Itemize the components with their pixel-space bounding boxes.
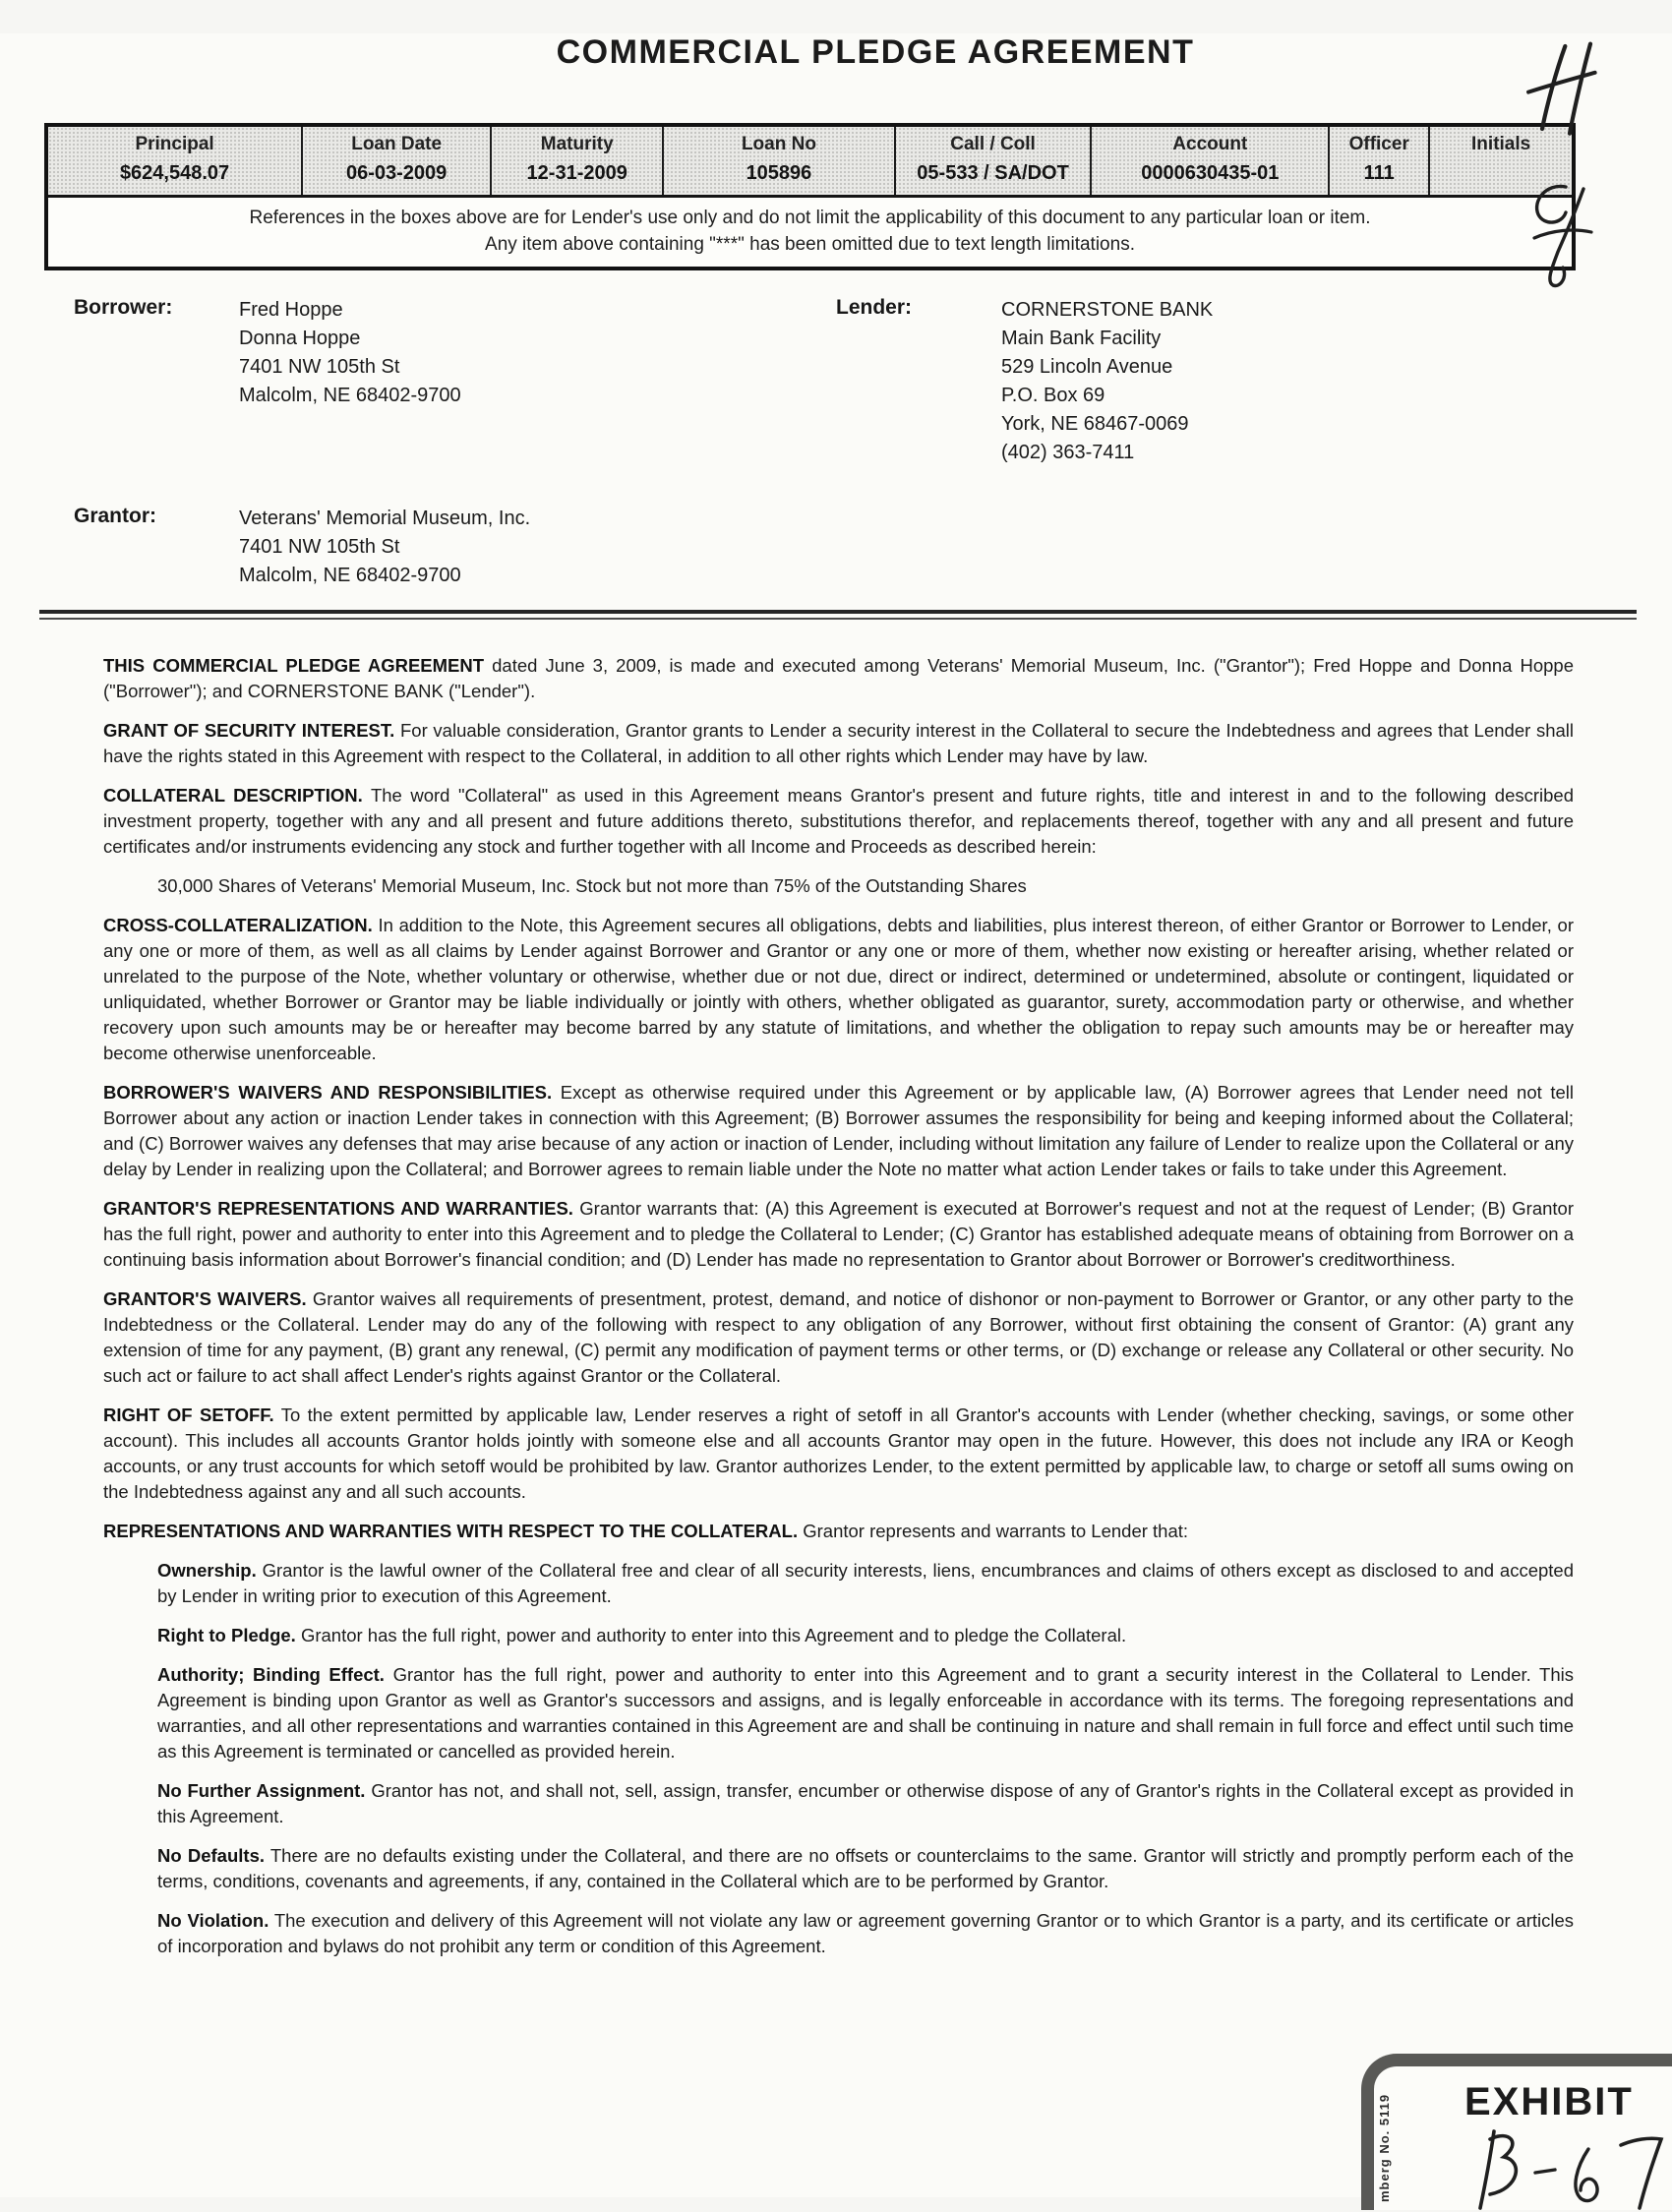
paragraph-text: For valuable consideration, Grantor grants to Lender a security interest in the Collateral to secure the Indebtedness and agrees that Lender shall have the rights stated in this Agreement with respect to the Collateral, in addition to all other rights which Lender may have by law. (103, 720, 1575, 766)
loan-reference-table (44, 123, 1576, 270)
loan-table-cell (1090, 127, 1328, 195)
agreement-paragraph (103, 1908, 1574, 1959)
loan-table-note-line2: Any item above containing "***" has been omitted due to text length limitations. (485, 234, 1135, 255)
loan-table-cells (48, 127, 1572, 195)
loan-table-column-value: $624,548.07 (119, 162, 230, 184)
paragraph-heading: No Violation. (157, 1910, 269, 1931)
agreement-paragraph (103, 1778, 1574, 1829)
loan-table-cell (662, 127, 893, 195)
loan-table-cell (490, 127, 662, 195)
loan-table-column-label: Initials (1471, 134, 1531, 154)
loan-table-cell (48, 127, 301, 195)
exhibit-stamp-vertical-text: mberg No. 5119 (1377, 2093, 1392, 2202)
paragraph-text: dated June 3, 2009, is made and executed among Veterans' Memorial Museum, Inc. ("Grantor"); Fred Hoppe and Donna Hoppe ("Borrower"); and CORNERSTONE BANK ("Lender"). (103, 655, 1575, 701)
loan-table-column-value: 111 (1363, 162, 1395, 184)
paragraph-text: Grantor is the lawful owner of the Collateral free and clear of all security interests, liens, encumbrances and claims of others except as disclosed to and accepted by Lender in writing prior to execution of this Agreement. (157, 1560, 1574, 1606)
agreement-paragraph (103, 1519, 1574, 1544)
paragraph-text: Grantor warrants that: (A) this Agreement is executed at Borrower's request and not at the request of Lender; (B) Grantor has the full right, power and authority to enter into this Agreement and to pledge the Collateral to Lender; (C) Grantor has established adequate means of obtaining from Borrower on a continuing basis information about Borrower's financial condition; and (D) Lender has made no representation to Grantor about Borrower or Borrower's creditworthiness. (103, 1198, 1574, 1270)
borrower-address-line: Donna Hoppe (239, 328, 361, 349)
agreement-body (103, 653, 1574, 1959)
lender-address-line: P.O. Box 69 (1001, 385, 1105, 406)
borrower-address-line: Fred Hoppe (239, 299, 343, 321)
paragraph-text: Grantor represents and warrants to Lender that: (803, 1521, 1189, 1541)
handwritten-initials-mark (1523, 177, 1601, 295)
loan-table-column-value: 12-31-2009 (526, 162, 627, 184)
paragraph-heading: GRANTOR'S WAIVERS. (103, 1288, 307, 1309)
loan-table-column-value: 06-03-2009 (346, 162, 448, 184)
lender-address (1001, 296, 1213, 467)
paragraph-heading: RIGHT OF SETOFF. (103, 1405, 274, 1425)
borrower-address-line: 7401 NW 105th St (239, 356, 400, 378)
loan-table-column-value: 0000630435-01 (1141, 162, 1280, 184)
loan-table-cell (894, 127, 1091, 195)
paragraph-heading: CROSS-COLLATERALIZATION. (103, 915, 373, 935)
borrower-address (239, 296, 461, 410)
agreement-paragraph (103, 1286, 1574, 1389)
agreement-paragraph (103, 1558, 1574, 1609)
paragraph-heading: COLLATERAL DESCRIPTION. (103, 785, 363, 806)
paragraph-heading: No Defaults. (157, 1845, 265, 1866)
agreement-paragraph (103, 1403, 1574, 1505)
grantor-label: Grantor: (74, 505, 156, 527)
agreement-paragraph (103, 783, 1574, 860)
lender-label: Lender: (836, 296, 913, 319)
paragraph-text: Grantor has the full right, power and authority to enter into this Agreement and to grant a security interest in the Collateral to Lender. This Agreement is binding upon Grantor as well as Grantor's successors and assigns, and is legally enforceable in accordance with its terms. The foregoing representations and warranties, and all other representations and warranties contained in this Agreement are and shall be continuing in nature and shall remain in full force and effect until such time as this Agreement is terminated or cancelled as provided herein. (157, 1664, 1575, 1762)
handwritten-exhibit-number (1461, 2123, 1672, 2212)
loan-table-column-label: Officer (1348, 134, 1409, 154)
agreement-paragraph (103, 653, 1574, 704)
paragraph-heading: BORROWER'S WAIVERS AND RESPONSIBILITIES. (103, 1082, 553, 1103)
lender-block (836, 296, 1213, 467)
paragraph-heading: No Further Assignment. (157, 1780, 366, 1801)
paragraph-text: The word "Collateral" as used in this Agreement means Grantor's present and future rights, title and interest in and to the following described investment property, together with any and all present and future additions thereto, substitutions therefor, and replacements thereof, together with any and all present and future certificates and/or instruments evidencing any stock and further together with all Income and Proceeds as described herein: (103, 785, 1575, 857)
paragraph-heading: THIS COMMERCIAL PLEDGE AGREEMENT (103, 655, 485, 676)
loan-table-column-label: Call / Coll (950, 134, 1036, 154)
section-divider (39, 610, 1637, 620)
lender-address-line: 529 Lincoln Avenue (1001, 356, 1173, 378)
loan-table-column-label: Maturity (540, 134, 614, 154)
borrower-block (74, 296, 836, 467)
grantor-address-line: Veterans' Memorial Museum, Inc. (239, 508, 531, 529)
page-title: COMMERCIAL PLEDGE AGREEMENT (556, 33, 1195, 71)
agreement-paragraph (103, 913, 1574, 1066)
loan-table-note (48, 195, 1572, 267)
paragraph-text: Except as otherwise required under this Agreement or by applicable law, (A) Borrower agrees that Lender need not tell Borrower about any action or inaction Lender takes in connection with this Agreement; (B) Borrower assumes the responsibility for being and keeping informed about the Collateral; and (C) Borrower waives any defenses that may arise because of any action or inaction of Lender, including without limitation any failure of Lender to realize upon the Collateral or any delay by Lender in realizing upon the Collateral; and Borrower agrees to remain liable under the Note no matter what action Lender takes or fails to take under this Agreement. (103, 1082, 1575, 1179)
paragraph-heading: Right to Pledge. (157, 1625, 296, 1645)
paragraph-text: Grantor has the full right, power and authority to enter into this Agreement and to pledge the Collateral. (300, 1625, 1127, 1645)
grantor-block (74, 505, 530, 590)
borrower-address-line: Malcolm, NE 68402-9700 (239, 385, 461, 406)
paragraph-text: There are no defaults existing under the Collateral, and there are no offsets or counterclaims to the same. Grantor will strictly and promptly perform each of the terms, conditions, covenants and agreements, if any, contained in the Collateral which are to be performed by Grantor. (157, 1845, 1574, 1891)
grantor-address (239, 505, 530, 590)
paragraph-heading: Ownership. (157, 1560, 257, 1581)
handwritten-h-mark (1513, 39, 1606, 143)
document-page (0, 33, 1672, 2202)
agreement-paragraph (103, 1843, 1574, 1894)
lender-address-line: CORNERSTONE BANK (1001, 299, 1214, 321)
paragraph-text: To the extent permitted by applicable law, Lender reserves a right of setoff in all Grantor's accounts with Lender (whether checking, savings, or some other account). This includes all accounts Grantor holds jointly with someone else and all accounts Grantor may open in the future. However, this does not include any IRA or Keogh accounts, or any trust accounts for which setoff would be prohibited by law. Grantor authorizes Lender, to the extent permitted by applicable law, to charge or setoff all sums owing on the Indebtedness against any and all such accounts. (103, 1405, 1575, 1502)
paragraph-text: Grantor has not, and shall not, sell, assign, transfer, encumber or otherwise dispose of any of Grantor's rights in the Collateral except as provided in this Agreement. (157, 1780, 1575, 1826)
lender-address-line: (402) 363-7411 (1001, 442, 1135, 463)
loan-table-column-value: 05-533 / SA/DOT (917, 162, 1069, 184)
exhibit-stamp-label: EXHIBIT (1464, 2080, 1634, 2123)
agreement-paragraph (103, 1196, 1574, 1273)
loan-table-cell (1328, 127, 1428, 195)
agreement-paragraph (103, 1662, 1574, 1764)
exhibit-stamp (1361, 2054, 1672, 2210)
agreement-paragraph (103, 873, 1574, 899)
grantor-address-line: 7401 NW 105th St (239, 536, 400, 558)
paragraph-text: Grantor waives all requirements of presentment, protest, demand, and notice of dishonor or non-payment to Borrower or Grantor, or any other party to the Indebtedness or the Collateral. Lender may do any of the following with respect to any obligation of any Borrower, without first obtaining the consent of Grantor: (A) grant any extension of time for any payment, (B) grant any renewal, (C) permit any modification of payment terms or other terms, or (D) exchange or release any Collateral or other security. No such act or failure to act shall affect Lender's rights against Grantor or the Collateral. (103, 1288, 1574, 1386)
paragraph-text: In addition to the Note, this Agreement secures all obligations, debts and liabilities, plus interest thereon, of either Grantor or Borrower to Lender, or any one or more of them, as well as all claims by Lender against Borrower and Grantor or any one or more of them, whether now existing or hereafter arising, whether related or unrelated to the purpose of the Note, whether voluntary or otherwise, whether due or not due, direct or indirect, determined or undetermined, absolute or contingent, liquidated or unliquidated, whether Borrower or Grantor may be liable individually or jointly with others, whether obligated as guarantor, surety, accommodation party or otherwise, and whether recovery upon such amounts may be or hereafter may become barred by any statute of limitations, and whether the obligation to repay such amounts may be or hereafter may become otherwise unenforceable. (103, 915, 1575, 1063)
loan-table-column-label: Principal (135, 134, 214, 154)
paragraph-text: 30,000 Shares of Veterans' Memorial Museum, Inc. Stock but not more than 75% of the Outstanding Shares (157, 875, 1027, 896)
loan-table-cell (301, 127, 490, 195)
agreement-paragraph (103, 1080, 1574, 1182)
loan-table-note-line1: References in the boxes above are for Lender's use only and do not limit the applicability of this document to any particular loan or item. (249, 208, 1371, 228)
paragraph-heading: REPRESENTATIONS AND WARRANTIES WITH RESPECT TO THE COLLATERAL. (103, 1521, 799, 1541)
agreement-paragraph (103, 718, 1574, 769)
loan-table-column-label: Loan Date (351, 134, 443, 154)
paragraph-heading: GRANTOR'S REPRESENTATIONS AND WARRANTIES. (103, 1198, 573, 1219)
grantor-address-line: Malcolm, NE 68402-9700 (239, 565, 461, 586)
paragraph-heading: Authority; Binding Effect. (157, 1664, 385, 1685)
loan-table-column-value: 105896 (746, 162, 812, 184)
paragraph-heading: GRANT OF SECURITY INTEREST. (103, 720, 395, 741)
loan-table-column-label: Account (1172, 134, 1248, 154)
paragraph-text: The execution and delivery of this Agreement will not violate any law or agreement governing Grantor or to which Grantor is a party, and its certificate or articles of incorporation and bylaws do not prohibit any term or condition of this Agreement. (157, 1910, 1574, 1956)
lender-address-line: Main Bank Facility (1001, 328, 1162, 349)
agreement-paragraph (103, 1623, 1574, 1648)
loan-table-column-label: Loan No (741, 134, 816, 154)
parties-section (74, 296, 1613, 590)
lender-address-line: York, NE 68467-0069 (1001, 413, 1189, 435)
borrower-label: Borrower: (74, 296, 173, 319)
